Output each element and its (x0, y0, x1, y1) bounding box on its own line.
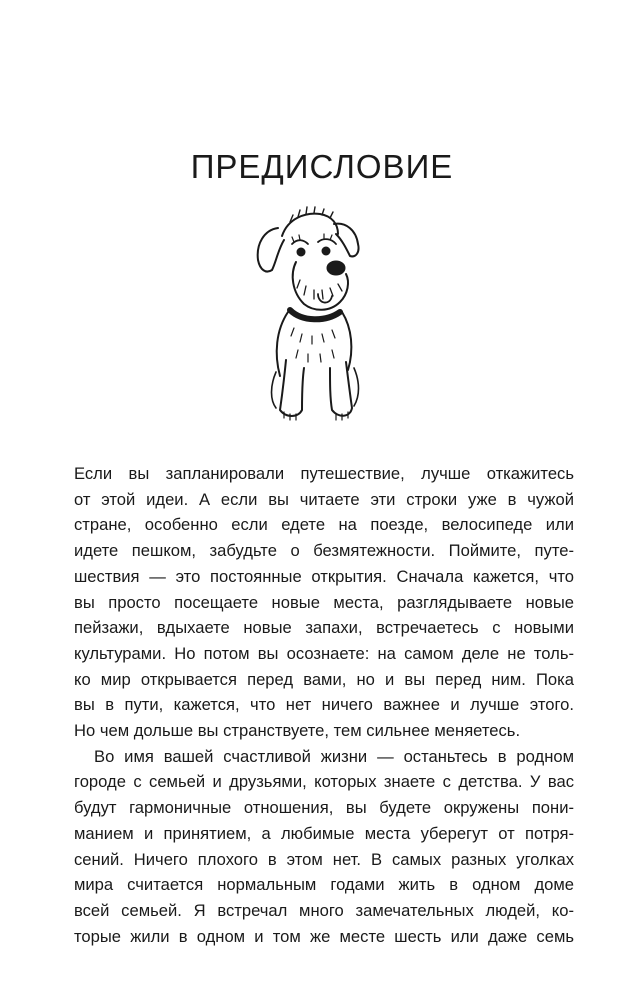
text-line: будут гармоничные отношения, вы будете окружены пони- (74, 798, 574, 818)
text-line: вы просто посещаете новые места, разглядываете новые (74, 592, 574, 612)
text-line: сений. Ничего плохого в этом нет. В самых разных уголках (74, 849, 574, 869)
text-line: манием и принятием, а любимые места уберегут от потря- (74, 823, 574, 843)
text-line: мира считается нормальным годами жить в одном доме (74, 875, 574, 895)
text-line: городе с семьей и друзьями, которых знаете с детства. У вас (74, 772, 574, 792)
text-line: от этой идеи. А если вы читаете эти строки уже в чужой (74, 489, 574, 509)
page-title: ПРЕДИСЛОВИЕ (190, 148, 454, 186)
text-line: идете пешком, забудьте о безмятежности. Поймите, путе- (74, 541, 574, 561)
text-line: ко мир открывается перед вами, но и вы перед ним. Пока (74, 669, 574, 689)
text-line: Если вы запланировали путешествие, лучше откажитесь (74, 464, 574, 483)
text-line: Но чем дольше вы странствуете, тем сильнее меняетесь. (74, 721, 521, 741)
text-line: пейзажи, вдыхаете новые запахи, встречаетесь с новыми (74, 618, 574, 638)
text-line: шествия — это постоянные открытия. Сначала кажется, что (74, 566, 574, 586)
text-line: торые жили в одном и том же месте шесть или даже семь (74, 926, 574, 946)
paragraph (74, 744, 574, 950)
text-line: стране, особенно если едете на поезде, велосипеде или (74, 515, 574, 535)
text-line: всей семьей. Я встречал много замечательных людей, ко- (74, 900, 574, 920)
text-line: вы в пути, кажется, что нет ничего важнее и лучше этого. (74, 695, 574, 715)
text-line: культурами. Но потом вы осознаете: на самом деле не толь- (74, 643, 574, 663)
text-line: Во имя вашей счастливой жизни — останьтесь в родном (94, 746, 574, 766)
paragraph (74, 461, 574, 744)
body-text (74, 461, 574, 949)
dog-illustration-icon (246, 200, 376, 425)
